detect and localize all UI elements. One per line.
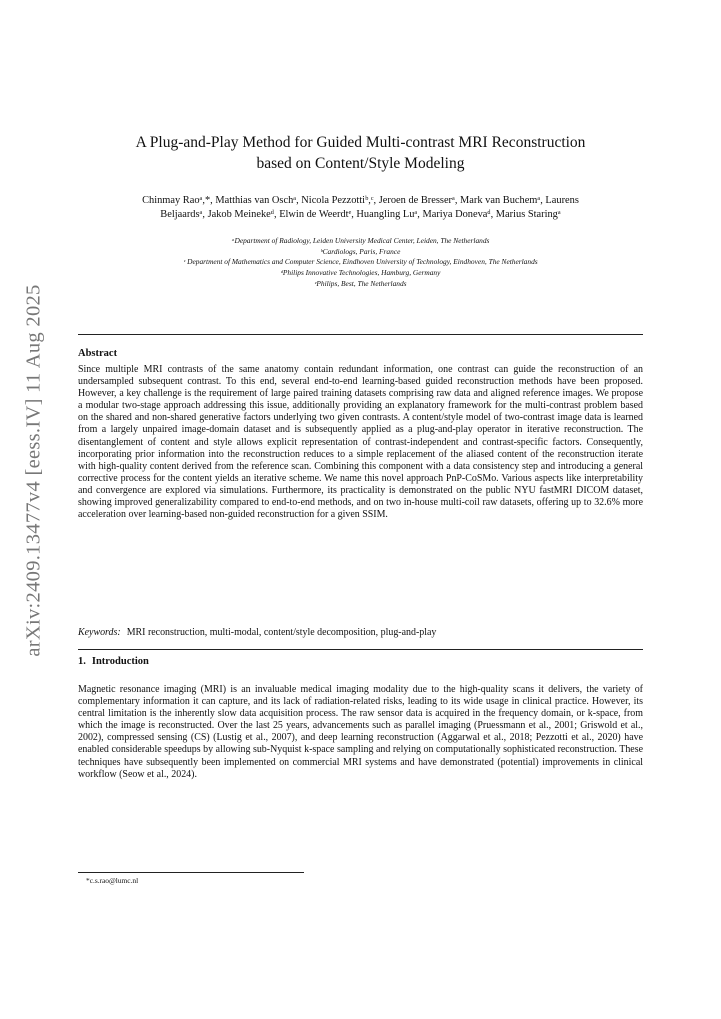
keywords-label: Keywords: — [78, 627, 121, 638]
section-number: 1. — [78, 656, 86, 667]
affiliation: ᵇCardiologs, Paris, France — [320, 246, 401, 256]
abstract-text: Since multiple MRI contrasts of the same anatomy contain redundant information, one contrast can guide the reconstruction of an undersampled subsequent contrast. To this end, several end-to-end learning-based guided reconstruction methods have been proposed. However, a key challenge is the requirement of large paired training datasets comprising raw data and aligned reference images. We propose a modular two-stage approach addressing this issue, additionally providing an explanatory framework for the multi-contrast problem based on the shared and non-shared generative factors underlying two given contrasts. A content/style model of two-contrast image data is learned from a largely unpaired image-domain dataset and is subsequently applied as a plug-and-play operator in iterative reconstruction. The disentanglement of content and style allows explicit representation of contrast-independent and contrast-specific factors. Consequently, incorporating prior information into the reconstruction reduces to a simple replacement of the aliased content of the reconstruction iterate with high-quality content derived from the reference scan. Combining this component with a data consistency step and introducing a general corrective process for the content yields an iterative scheme. We name this novel approach PnP-CoSMo. Various aspects like interpretability and convergence are explored via simulations. Furthermore, its practicality is demonstrated on the public NYU fastMRI DICOM dataset, showing improved generalizability compared to end-to-end methods, and on two in-house multi-coil raw datasets, offering up to 32.6% more acceleration over learning-based non-guided reconstruction for a given SSIM. — [78, 364, 643, 521]
arxiv-identifier-stamp — [12, 283, 57, 657]
keywords — [78, 627, 643, 638]
section-heading-introduction — [78, 656, 149, 667]
footnote-rule — [78, 872, 304, 873]
section-title: Introduction — [91, 656, 149, 667]
affiliation: ᵈPhilips Innovative Technologies, Hamburg, Germany — [280, 268, 441, 278]
abstract-bottom-rule — [78, 649, 643, 650]
abstract-heading: Abstract — [78, 348, 118, 359]
paper-title — [78, 132, 643, 174]
title-line: A Plug-and-Play Method for Guided Multi-contrast MRI Reconstruction — [135, 134, 586, 151]
abstract-top-rule — [78, 334, 643, 335]
affiliation: ᵉPhilips, Best, The Netherlands — [314, 278, 407, 288]
author-line: Chinmay Raoᵃ,*, Matthias van Oschᵃ, Nicola Pezzottiᵇ,ᶜ, Jeroen de Bresserᵃ, Mark van Buchemᵃ, Laurens — [142, 195, 579, 206]
affiliation: ᵃDepartment of Radiology, Leiden University Medical Center, Leiden, The Netherlands — [231, 236, 490, 245]
footnote-email: *c.s.rao@lumc.nl — [86, 876, 139, 885]
author-list — [78, 194, 643, 222]
affiliation-list — [68, 236, 653, 290]
arxiv-identifier-text: arXiv:2409.13477v4 [eess.IV] 11 Aug 2025 — [23, 283, 46, 657]
title-line: based on Content/Style Modeling — [256, 155, 465, 172]
author-line: Beljaardsᵃ, Jakob Meinekeᵈ, Elwin de Weerdtᵉ, Huangling Luᵃ, Mariya Donevaᵈ, Marius Staringᵃ — [160, 209, 561, 220]
affiliation: ᶜ Department of Mathematics and Computer Science, Eindhoven University of Technology, Eindhoven, The Netherlands — [183, 257, 538, 267]
introduction-paragraph: Magnetic resonance imaging (MRI) is an invaluable medical imaging modality due to the high-quality scans it delivers, the variety of complementary information it can capture, and its lack of radiation-related risks, leading to its wide usage in clinical practice. However, its central limitation is the inherently slow data acquisition process. The raw sensor data is acquired in the frequency domain, or k-space, from which the image is reconstructed. Over the last 25 years, advancements such as parallel imaging (Pruessmann et al., 2001; Griswold et al., 2002), compressed sensing (CS) (Lustig et al., 2007), and deep learning reconstruction (Aggarwal et al., 2018; Pezzotti et al., 2020) have enabled considerable speedups by allowing sub-Nyquist k-space sampling and relying on computationally sophisticated reconstruction. These techniques have subsequently been implemented on commercial MRI systems and have demonstrated (potential) improvements in clinical workflow (Seow et al., 2024). — [78, 684, 643, 780]
keywords-text: MRI reconstruction, multi-modal, content/style decomposition, plug-and-play — [126, 627, 437, 638]
